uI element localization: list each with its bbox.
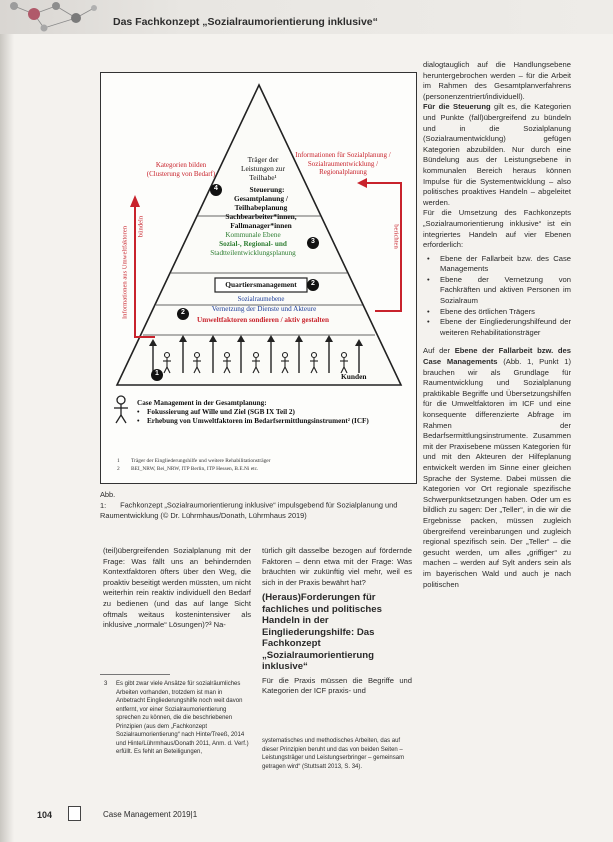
middle-column-paragraph: türlich gilt dasselbe bezogen auf fördernde Faktoren – denn etwa mit der Frage: Was bräuchten wir zukünftig viel mehr, weil es sich in der Praxis bewährt hat? [262,546,412,587]
footnote [104,680,250,757]
right-paragraph-2 [423,102,571,208]
level1-number: 1 [155,370,159,377]
page-number: 104 [37,810,53,820]
caption-text: Fachkonzept „Sozialraumorientierung inklusive“ impulsgebend für Sozialplanung und Raumentwicklung (© Dr. Lührmhaus/Donath, Lührmhaus 2019) [100,500,398,520]
list-item: • Ebene des örtlichen Trägers [423,307,571,318]
kunden-label: Kunden [341,372,367,381]
level2-umweltfaktoren: Umweltfaktoren sondieren / aktiv gestalten [197,316,329,324]
list-item: • Ebene der Fallarbeit bzw. des Case Managements [423,254,571,275]
figure-note: 1 Träger der Eingliederungshilfe und weitere Rehabilitationsträger [117,458,271,464]
page-gutter-shadow [0,0,14,842]
right-paragraph-4-pre: Auf der [423,346,455,356]
left-vertical-label: Informationen aus Umweltfaktoren [121,226,129,320]
molecule-decoration-icon [4,0,104,34]
right-paragraph-1: dialogtauglich auf die Handlungsebene heruntergebrochen werden – für die Arbeit im Rahmen des Gesamtplanverfahrens (personenzentriert/individuell). [423,60,571,101]
footnote-number: 3 [104,681,108,687]
level3-number: 3 [311,238,315,245]
right-paragraph-2-text: gilt es, die Kategorien und Punkte (fall)übergreifend zu bündeln und in die Sozialplanung (Sozialraumentwicklung) gefügen Kategorien abzubilden. Nur durch eine Bündelung aus der Leistungsebene in kommunalen Bereich heraus können Impulse für die Systementwicklung – also politisches proaktives Handeln – abgeleitet werden. [423,102,571,207]
level4-line: Gesamtplanung / [233,194,288,203]
cm-item: • Erhebung von Umweltfaktoren im Bedarfsermittlungsinstrument² (ICF) [137,417,369,425]
header-title: Das Fachkonzept „Sozialraumorientierung inklusive“ [113,16,378,28]
journal-logo-icon [68,806,81,821]
level4-line: Fallmanager*innen [230,221,292,230]
level3-line: Stadtteilentwicklungsplanung [210,249,296,257]
right-vertical-label: berichten [392,224,400,249]
case-management-block [137,399,409,426]
level4-number: 4 [214,185,218,192]
cm-title: Case Management in der Gesamtplanung: [137,399,267,407]
page-header [0,0,613,34]
figure-caption [100,490,418,522]
caption-label: Abb. 1: [100,490,116,510]
footnote-rule [100,674,170,675]
levels-list [423,254,571,339]
level4-text [213,185,309,230]
level4-line: Steuerung: [249,185,285,194]
case-manager-person-icon [114,396,128,423]
figure-notes [117,458,407,473]
right-paragraph-2-bold: Für die Steuerung [423,102,491,112]
top-label: Träger der Leistungen zur Teilhabe¹ [240,155,286,182]
middle-column-paragraph-2: Für die Praxis müssen die Begriffe und Kategorien der ICF praxis- und [262,675,412,696]
figure-pyramid [100,72,417,484]
left-column [103,546,251,631]
cm-item: • Fokussierung auf Wille und Ziel (SGB IX Teil 2) [137,408,295,416]
figure-note: 2 BEI_NRW, Bei_NRW, ITP Berlin, ITP Hessen, B.E.Ni etc. [117,465,259,472]
level2-sub: Sozialraumebene [237,296,285,303]
box-right-label: Informationen für Sozialplanung / Sozialraumentwicklung / Regionalplanung [295,151,391,176]
footnote-text: Es gibt zwar viele Ansätze für sozialräumliches Arbeiten vorhanden, trotzdem ist man in Anbetracht Eingliederungshilfe noch weit davon entfernt, vor einer Sozialraumorientierung sprechen zu können, die die beschriebenen Prinzipien (aus dem „Fachkonzept Sozialraumorientierung“ nach Hinte/Treeß, 2014 und Hinte/Lührmhaus/Donath 2011, Anm. d. Verf.) erfüllt. Es fehlt an Beteiligungen, [116,681,249,755]
list-item: • Ebene der Vernetzung von Fachkräften und aktiven Personen im Sozialraum [423,275,571,307]
left-vertical-label-2: bündeln [137,215,145,238]
middle-column [262,546,412,697]
right-column [423,60,571,590]
level4-line: Teilhabeplanung [234,203,288,212]
right-paragraph-4-bold: Ebene der Fallarbeit bzw. des Case Managements [423,346,572,367]
level3-line: Kommunale Ebene [225,231,281,239]
left-column-paragraph: (teil)übergreifenden Sozialplanung mit der Frage: Was fällt uns an behindernden Kontextfaktoren öfters über den Weg, die proaktiv beseitigt werden müssten, um nicht weiterhin rein reaktiv individuell den Bedarf zu bedienen (und das auf lange Sicht oftmals weitaus kostenintensiver als inklusive „normale“ Lösungen)?³ Na- [103,546,251,630]
cm-item-text: Erhebung von Umweltfaktoren im Bedarfsermittlungsinstrument² (ICF) [147,417,369,425]
cm-item-text: Fokussierung auf Wille und Ziel (SGB IX Teil 2) [147,408,295,416]
journal-name: Case Management 2019|1 [103,810,198,819]
level2-vernetzung: Vernetzung der Dienste und Akteure [211,305,317,313]
middle-footnote [262,737,410,771]
level2-number: 2 [311,280,315,287]
level1-number-sm: 2 [181,309,185,316]
right-paragraph-3: Für die Umsetzung des Fachkonzepts „Sozialraumorientierung inklusive“ ist ein integriertes Handeln auf vier Ebenen erforderlich: [423,208,571,250]
level4-line: Sachbearbeiter*innen, [225,212,297,221]
level3-text [197,231,309,258]
level3-line: Sozial-, Regional- und [219,240,287,248]
section-heading: (Heraus)Forderungen für fachliches und politisches Handeln in der Eingliederungshilfe: Das Fachkonzept „Sozialraumorientierung inklusive“ [262,592,382,673]
level2-box-label: Quartiersmanagement [225,280,297,289]
list-item: • Ebene der Eingliederungshilfeund der weiteren Rehabilitationsträger [423,317,571,338]
box-left-label: Kategorien bilden (Clusterung von Bedarf) [146,161,216,178]
right-paragraph-4-text: (Abb. 1, Punkt 1) brauchen wir als Grundlage für Raumentwicklung und Sozialplanung praktikable Begriffe und Übersetzungshilfen für die Umweltfaktoren im ICF und eine konsequente differenzierte Abfrage im Rahmen der Bedarfsermittlungsinstrumente. Zusammen mit der Praxisebene müssen Kategorien für und mit den Akteuren der Hilfeplanung entwickelt werden im Sinne einer gleichen Sprache der Systeme. Dabei müssen die Kategorien vor Ort regionale spezifische Schwerpunktsetzungen haben. Oder um es bildlich zu sagen: Der „Teller“, in die wir die Ergebnisse packen, müssen zugleich übergreifend vereinbarungen und zugleich regional spezifisch sein. Der „Teller“ – die gesucht werden, um alles „griffiger“ zu machen – werden auf Sylt anders sein als im bayerischen Wald und auch je nach politischen [423,357,572,589]
middle-footnote-text: systematisches und methodisches Arbeiten, das auf dieser Prinzipien beruht und das von beiden Seiten – Leistungsträger und Leistungserbringer – gemeinsam getragen wird“ (Stuttsatt 2013, S. 34). [262,738,405,770]
right-paragraph-4 [423,346,571,590]
